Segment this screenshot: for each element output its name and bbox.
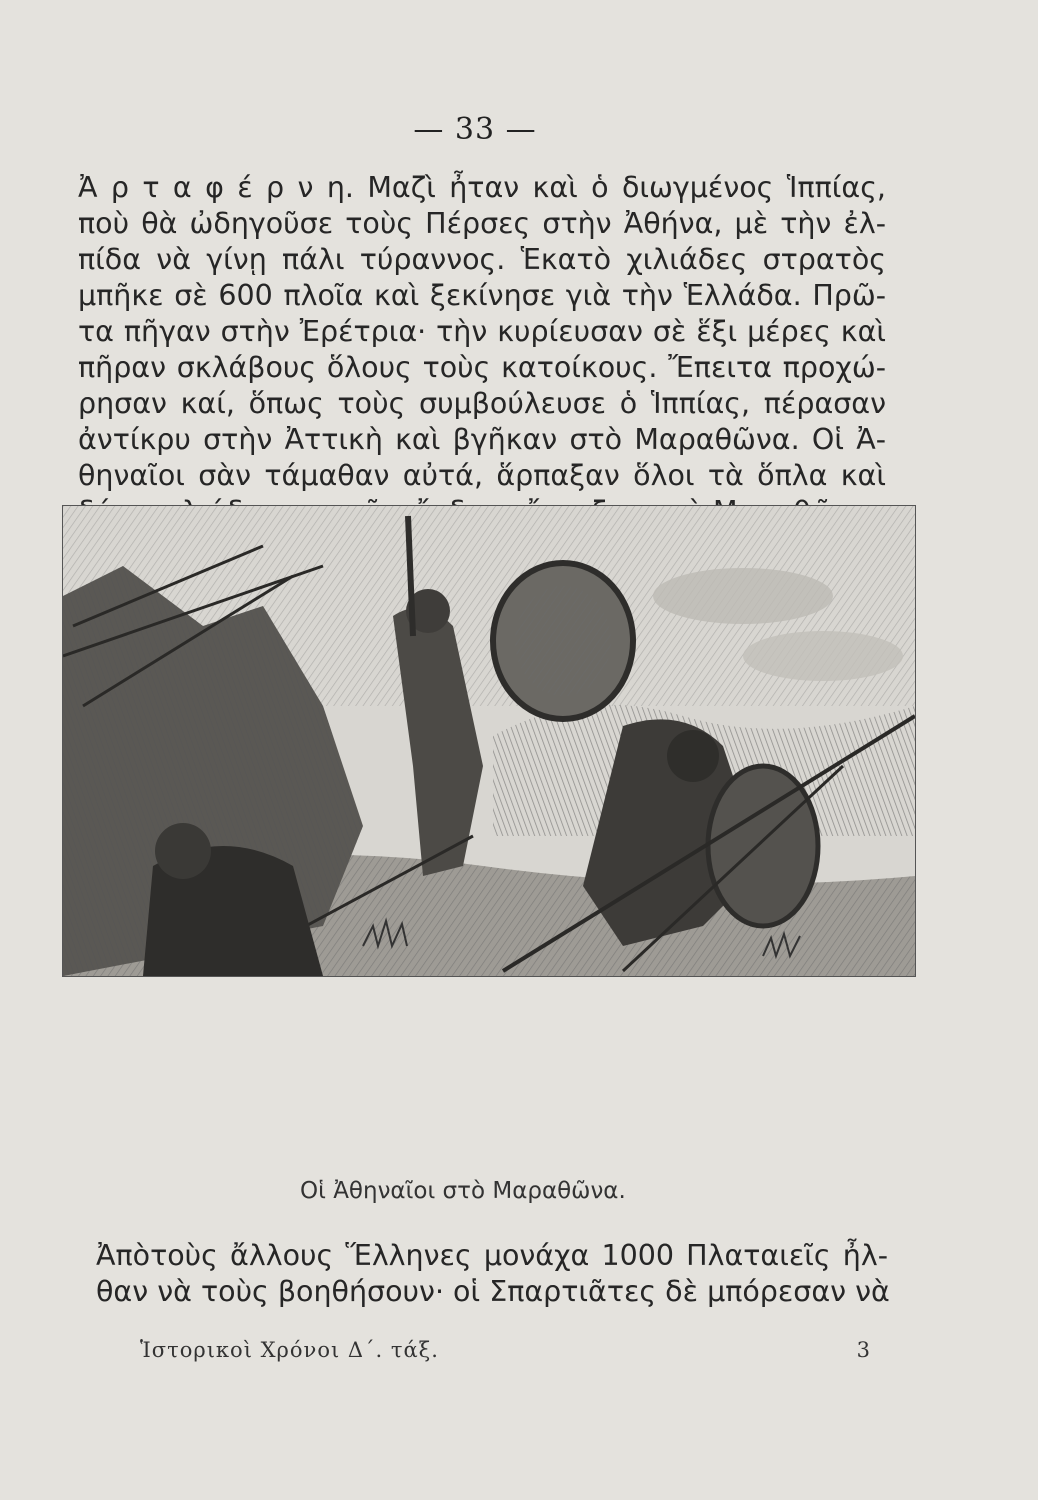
paragraph-2	[96, 1238, 888, 1310]
paragraph-1-line: ποὺ θὰ ὠδηγοῦσε τοὺς Πέρσες στὴν Ἀθήνα, μὲ τὴν ἐλ-	[78, 207, 886, 240]
page-number: — 33 —	[413, 112, 537, 147]
signature-title: Ἱστορικοὶ Χρόνοι Δ΄. τάξ.	[140, 1338, 439, 1362]
paragraph-2-line: Ἀπὸτοὺς ἄλλους Ἕλληνες μονάχα 1000 Πλαταιεῖς ἦλ-	[96, 1239, 888, 1272]
paragraph-1-line: ρησαν καί, ὅπως τοὺς συμβούλευσε ὁ Ἱππίας, πέρασαν	[78, 387, 886, 420]
paragraph-1-line: ἀντίκρυ στὴν Ἀττικὴ καὶ βγῆκαν στὸ Μαραθῶνα. Οἱ Ἀ-	[78, 423, 886, 456]
signature-number: 3	[856, 1338, 870, 1362]
paragraph-1-line: Ἀ ρ τ α φ έ ρ ν η. Μαζὶ ἦταν καὶ ὁ διωγμένος Ἱππίας,	[78, 171, 886, 204]
figure-caption: Οἱ Ἀθηναῖοι στὸ Μαραθῶνα.	[300, 1178, 626, 1204]
paragraph-1-line: πῆραν σκλάβους ὅλους τοὺς κατοίκους. Ἔπειτα προχώ-	[78, 351, 886, 384]
paragraph-2-line: θαν νὰ τοὺς βοηθήσουν· οἱ Σπαρτιᾶτες δὲ μπόρεσαν νὰ	[96, 1275, 890, 1308]
paragraph-1-line: θηναῖοι σὰν τάμαθαν αὐτά, ἅρπαξαν ὅλοι τὰ ὅπλα καὶ	[78, 459, 886, 492]
paragraph-1-line: τα πῆγαν στὴν Ἐρέτρια· τὴν κυρίευσαν σὲ ἕξι μέρες καὶ	[78, 315, 886, 348]
paragraph-1-line: μπῆκε σὲ 600 πλοῖα καὶ ξεκίνησε γιὰ τὴν Ἑλλάδα. Πρῶ-	[78, 279, 886, 312]
battle-illustration	[62, 505, 916, 977]
engraving-image	[63, 506, 915, 976]
paragraph-1	[78, 170, 886, 530]
paragraph-1-line: πίδα νὰ γίνῃ πάλι τύραννος. Ἑκατὸ χιλιάδες στρατὸς	[78, 243, 886, 276]
